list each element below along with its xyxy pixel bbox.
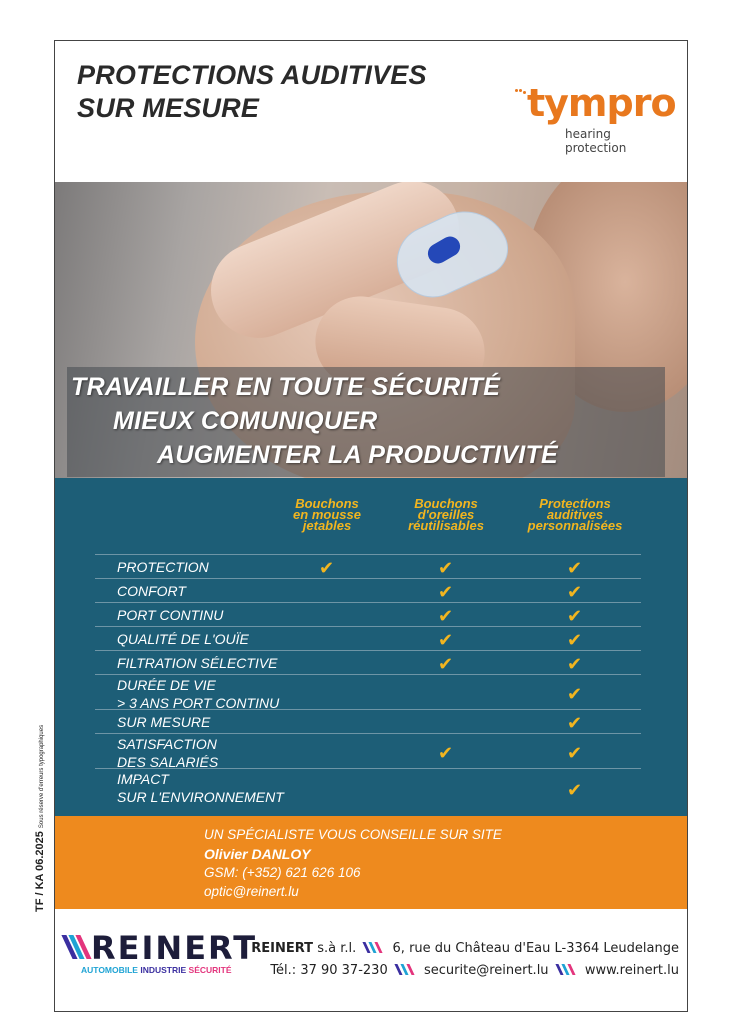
check-icon: ✔: [438, 606, 454, 626]
logo-word: tympro: [527, 81, 676, 125]
flyer-sheet: [54, 40, 688, 1012]
separator-stripes-icon: [396, 964, 416, 975]
table-row: [95, 709, 641, 734]
document-reference: [34, 725, 46, 912]
title-line-2: SUR MESURE: [77, 93, 260, 123]
table-row: [95, 733, 641, 769]
logo-dots-icon: [515, 89, 527, 95]
table-row: [95, 674, 641, 710]
stripes-icon: [65, 935, 91, 959]
table-row: [95, 578, 641, 603]
table-row: [95, 768, 641, 809]
column-header: Bouchons d'oreilles réutilisables: [408, 496, 484, 533]
row-label: PORT CONTINU: [117, 607, 224, 623]
check-icon: ✔: [567, 742, 583, 763]
slogan-3: AUGMENTER LA PRODUCTIVITÉ: [157, 441, 559, 469]
table-row: [95, 554, 641, 579]
column-header: Protections auditives personnalisées: [527, 496, 623, 533]
page-title: [77, 59, 427, 125]
row-label: QUALITÉ DE L'OUÏE: [117, 631, 249, 647]
table-row: [95, 626, 641, 651]
row-label: CONFORT: [117, 583, 186, 599]
check-icon: ✔: [567, 606, 583, 626]
company-website[interactable]: www.reinert.lu: [584, 963, 679, 978]
company-email[interactable]: securite@reinert.lu: [424, 963, 549, 978]
row-label: DURÉE DE VIE > 3 ANS PORT CONTINU: [117, 677, 280, 711]
footer-address-line: [251, 941, 679, 956]
footer: [55, 909, 688, 1012]
company-address: 6, rue du Château d'Eau L-3364 Leudelange: [392, 941, 679, 956]
row-label: PROTECTION: [117, 559, 209, 575]
check-icon: ✔: [567, 654, 583, 674]
check-icon: ✔: [438, 742, 454, 763]
slogan-2: MIEUX COMUNIQUER: [113, 407, 378, 435]
company-suffix: s.à r.l.: [317, 941, 357, 956]
check-icon: ✔: [567, 683, 583, 704]
footer-contact-line: [270, 963, 679, 978]
company-name: REINERT: [251, 941, 314, 956]
reinert-wordmark: REINERT: [91, 929, 258, 967]
title-line-1: PROTECTIONS AUDITIVES: [77, 60, 427, 90]
reinert-logo: [65, 929, 258, 979]
reinert-divisions: AUTOMOBILE INDUSTRIE SÉCURITÉ: [81, 965, 232, 975]
check-icon: ✔: [438, 582, 454, 602]
check-icon: ✔: [438, 654, 454, 674]
contact-email[interactable]: optic@reinert.lu: [204, 884, 299, 899]
check-icon: ✔: [319, 558, 335, 578]
check-icon: ✔: [567, 713, 583, 733]
logo-subtitle: hearing protection: [565, 127, 627, 155]
row-label: FILTRATION SÉLECTIVE: [117, 655, 278, 671]
contact-phone: GSM: (+352) 621 626 106: [204, 865, 361, 880]
check-icon: ✔: [567, 582, 583, 602]
comparison-table: [55, 478, 688, 816]
check-icon: ✔: [567, 558, 583, 578]
contact-box: [55, 816, 688, 909]
column-header: Bouchons en mousse jetables: [293, 496, 361, 533]
doc-code: TF / KA 06.2025: [34, 831, 46, 912]
row-label: SUR MESURE: [117, 714, 211, 730]
doc-disclaimer: Sous réserve d'erreurs typographiques: [39, 724, 45, 829]
tympro-logo: [513, 81, 676, 155]
row-label: SATISFACTION DES SALARIÉS: [117, 736, 219, 770]
check-icon: ✔: [567, 780, 583, 800]
row-label: IMPACT SUR L'ENVIRONNEMENT: [117, 771, 284, 805]
company-tel: Tél.: 37 90 37-230: [270, 963, 388, 978]
slogan-1: TRAVAILLER EN TOUTE SÉCURITÉ: [71, 373, 501, 401]
contact-name: Olivier DANLOY: [204, 846, 311, 862]
separator-stripes-icon: [364, 942, 384, 953]
contact-heading: UN SPÉCIALISTE VOUS CONSEILLE SUR SITE: [204, 827, 502, 842]
table-row: [95, 602, 641, 627]
check-icon: ✔: [567, 630, 583, 650]
check-icon: ✔: [438, 558, 454, 578]
check-icon: ✔: [438, 630, 454, 650]
table-row: [95, 650, 641, 675]
separator-stripes-icon: [557, 964, 577, 975]
